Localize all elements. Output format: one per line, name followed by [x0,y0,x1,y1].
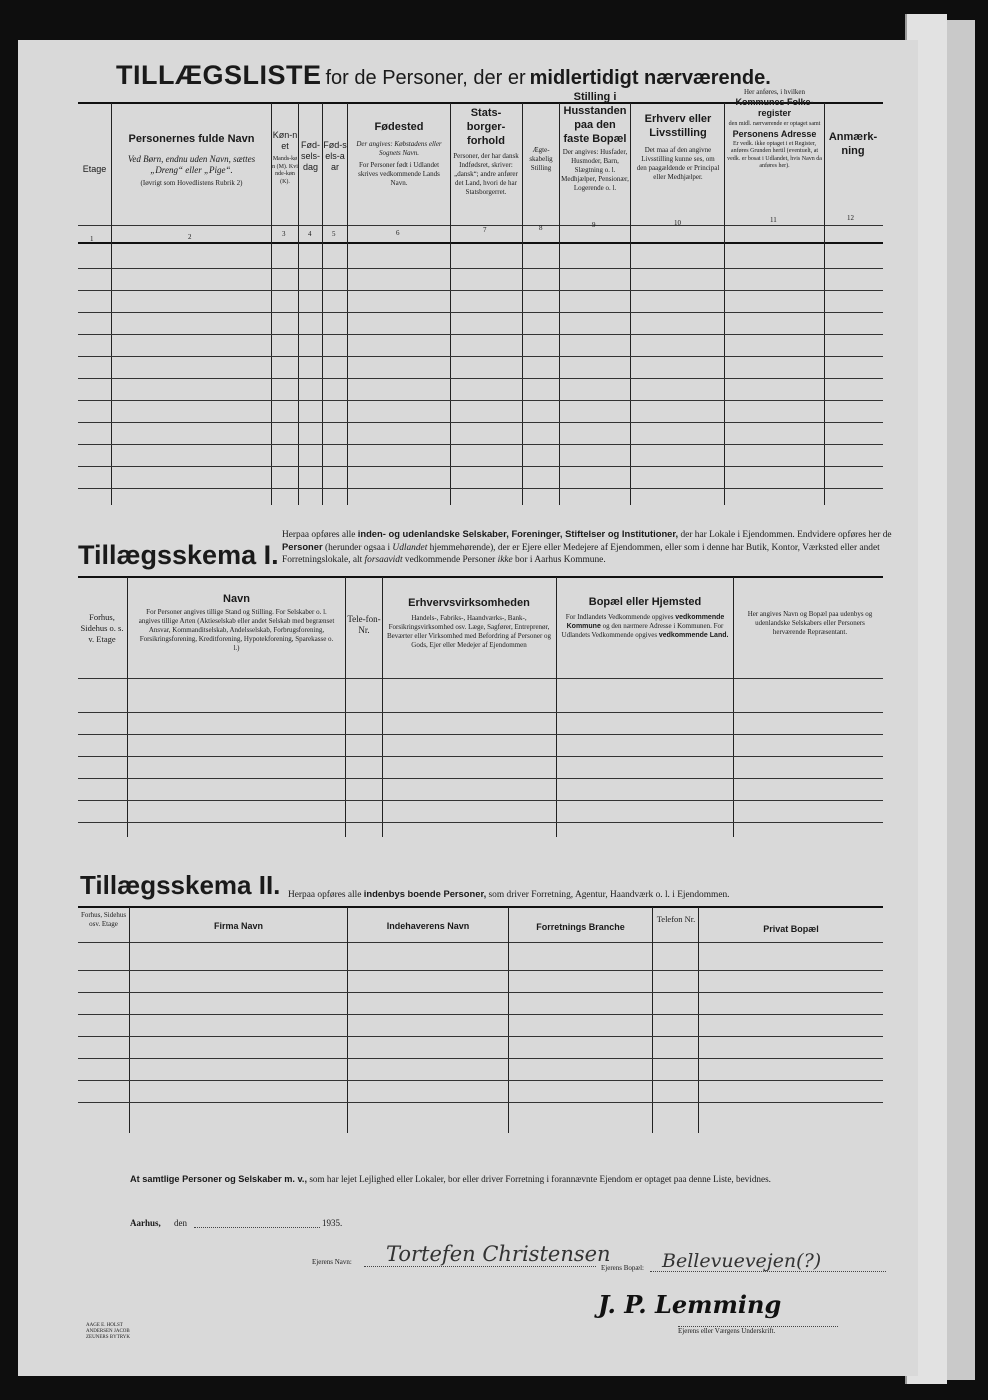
s2-col-branche: Forretnings Branche [536,922,625,932]
attestation [130,1174,890,1185]
schema2-intro [288,888,888,901]
col-occupation-sub: Det maa af den angivne Livsstilling kunne ses, om den paagældende er Principal eller Medhjælper. [636,146,720,181]
col-register-head: Kommunes Folke-register [735,97,814,118]
attestation-text: som har lejet Lejlighed eller Lokaler, bor eller driver Forretning i forannævnte Ejendom er optaget paa denne Liste, bevidnes. [309,1174,771,1184]
col-etage-head: Etage [82,164,107,174]
col-birthday-head: Fød-sels-dag [300,140,320,172]
printer-mark: AAGE E. HOLST ANDERSEN JACOB ZEUNERS BYTRYK [86,1323,131,1340]
schema1-intro-b1: inden- og udenlandske Selskaber, Foreninger, Stiftelser og Institutioner, [357,528,679,539]
col-remark-head: Anmærk-ning [828,131,878,157]
title-end: midlertidigt nærværende. [529,67,771,89]
col-num-6: 6 [396,229,400,237]
bopael-signature: Bellevuevejen(?) [662,1250,822,1272]
col-household-head: Stilling i Husstanden paa den faste Bopæl [563,91,627,145]
s1-col-erhverv: Erhvervsvirksomheden [408,597,530,609]
col-sex-header [272,130,298,186]
title-middle: for de Personer, der er [325,67,526,89]
col-register-header [725,88,824,171]
schema2-intro-2: som driver Forretning, Agentur, Haandværk o. l. i Ejendommen. [488,890,730,900]
s1-col-tlf: Tele-fon-Nr. [347,614,381,635]
col-occupation-header [632,112,724,182]
s1-col-bopael-header [558,595,732,640]
col-register-sub2: Er vedk. ikke optaget i et Register, anføres Grunden hertil (eventuelt, at vedk. er bosat i Udlandet, hvis Navn da anføres her). [727,140,822,169]
col-birthplace-header [350,120,448,188]
s1-col-bopael-text [558,613,732,640]
col-birthplace-sub: Der angives: Købstadens eller Sognets Navn. [356,140,442,157]
s1-col-erhverv-sub: Handels-, Fabriks-, Haandværks-, Bank-, Forsikringsvirksomhed osv. Læge, Sagfører, Entreprenør, Beværter eller Virksomhed med Befordring af Personer og Gods, Ejer eller Medejer af Ejendommen [386,614,552,649]
schema1-intro-6: vedkommende Personer [404,555,496,565]
s1-col-etage: Forhus, Sidehus o. s. v. Etage [80,612,124,644]
bopael-label: Ejerens Bopæl: [601,1264,644,1272]
den-label: den [174,1218,187,1228]
col-register-sub: den midl. nærværende er optaget samt [728,121,821,127]
signature-label: Ejerens eller Værgens Underskrift. [678,1327,776,1335]
city-label: Aarhus, [130,1218,161,1228]
s1-col-rep: Her angives Navn og Bopæl paa udenbys og udenlandske Selskabers eller Personers herværende Repræsentant. [747,610,873,636]
s2-col-indehaver: Indehaverens Navn [386,921,470,931]
s1-bopael-sub1: For Indlandets Vedkommende opgives [565,613,674,621]
col-household-sub: Der angives: Husfader, Husmoder, Barn, Slægtning o. l. Medhjælper, Pensionær, Logerende o. l. [561,148,629,192]
col-num-9: 9 [592,221,596,229]
schema1-title: Tillægsskema I. [78,540,279,570]
schema1-intro-7: bor i Aarhus Kommune. [515,555,606,565]
col-num-4: 4 [308,230,312,238]
schema1-intro-5: hjemmehørende), der er Ejere eller Medejere af Ejendommen, eller som i denne har Butik, Kontor, Værksted eller andet Forretningslokale, alt [282,543,880,565]
col-sex-head: Køn-net [272,130,298,151]
attestation-bold: At samtlige Personer og Selskaber m. v., [130,1174,308,1184]
form-page [18,40,918,1376]
s1-bopael-b1: vedkommende Kommune [566,614,725,630]
col-birthplace-head: Fødested [374,121,424,133]
col-num-10: 10 [674,219,681,227]
owner-label: Ejerens Navn: [312,1258,352,1266]
schema2-intro-1: Herpaa opføres alle [288,890,362,900]
col-num-3: 3 [282,230,286,238]
col-name-sub2: (Iøvrigt som Hovedlistens Rubrik 2) [140,179,243,187]
s1-col-bopael: Bopæl eller Hjemsted [588,596,702,608]
col-register-pre: Her anføres, i hvilken [743,88,806,96]
s1-bopael-b2: vedkommende Land. [658,632,729,639]
col-citizenship-header [452,106,520,197]
handwritten-signature: J. P. Lemming [598,1290,782,1319]
s1-bopael-sub3: For Udlandets Vedkommende opgives [561,622,724,639]
s2-col-etage: Forhus, Sidehus osv. Etage [80,911,127,928]
schema1-intro-2: der har Lokale i Ejendommen. [680,530,795,540]
col-register-head2: Personens Adresse [732,128,817,139]
col-household-header [560,90,630,193]
s1-col-navn: Navn [223,593,250,605]
col-sex-sub: Mands-køn (M). Kvinde-køn (K). [272,156,298,185]
s2-col-telefon: Telefon Nr. [656,914,696,924]
background-page-edge [945,20,975,1380]
schema1-intro-3: Endvidere opføres her de [797,530,892,540]
s1-col-erhverv-header [384,596,554,650]
col-birthyear-head: Fød-sels-aar [323,140,347,172]
owner-line [364,1266,596,1267]
title-main: TILLÆGSLISTE [116,60,322,90]
col-citizenship-head: Stats-borger-forhold [466,107,506,147]
s2-col-bopael: Privat Bopæl [763,924,819,934]
schema1-intro [282,528,892,566]
col-name-sub: Ved Børn, endnu uden Navn, sættes „Dreng“ eller „Pige“. [127,154,256,175]
schema1-intro-i2: forsaavidt [364,555,403,565]
schema1-intro-i3: ikke [497,555,513,565]
schema1-intro-i1: Udlandet [392,543,428,553]
schema2-title: Tillægsskema II. [80,870,281,900]
col-num-5: 5 [332,230,336,238]
s1-col-navn-header [130,592,343,653]
col-occupation-head: Erhverv eller Livsstilling [644,113,712,139]
owner-signature: Tortefen Christensen [386,1242,611,1266]
schema1-intro-4: (herunder ogsaa i [325,543,391,553]
year-label: 1935. [322,1218,343,1228]
schema2-intro-b: indenbys boende Personer, [363,888,487,899]
col-marital-head: Ægte-skabelig Stilling [529,146,553,172]
col-num-7: 7 [483,226,487,234]
s2-col-firma: Firma Navn [213,921,264,931]
col-name-header [112,132,271,188]
col-num-8: 8 [539,224,543,232]
col-birthplace-sub2: For Personer født i Udlandet skrives vedkommende Lands Navn. [358,161,440,187]
col-num-11: 11 [770,216,777,224]
s1-col-navn-sub: For Personer angives tillige Stand og Stilling. For Selskaber o. l. angives tillige Arten (Aktieselskab eller andet Selskab med begrænset Ansvar, Kommanditselskab, Andelsselskab, Forbrugsforening, Forsikringsforening, Kreditforening, Hypotekforening, Sparekasse o. l.) [138,608,335,652]
s1-bopael-sub2: og den nærmere Adresse i Kommunen. [602,622,712,630]
col-num-12: 12 [847,214,854,222]
schema1-intro-b2: Personer [282,541,323,552]
date-line [194,1227,320,1228]
col-citizenship-sub: Personer, der har dansk Indfødsret, skriver: „dansk“; andre anfører det Land, hvori de har Statsborgerret. [453,152,519,196]
schema1-intro-1: Herpaa opføres alle [282,530,356,540]
col-name-head: Personernes fulde Navn [128,133,255,145]
col-num-2: 2 [188,233,192,241]
col-num-1: 1 [90,235,94,243]
